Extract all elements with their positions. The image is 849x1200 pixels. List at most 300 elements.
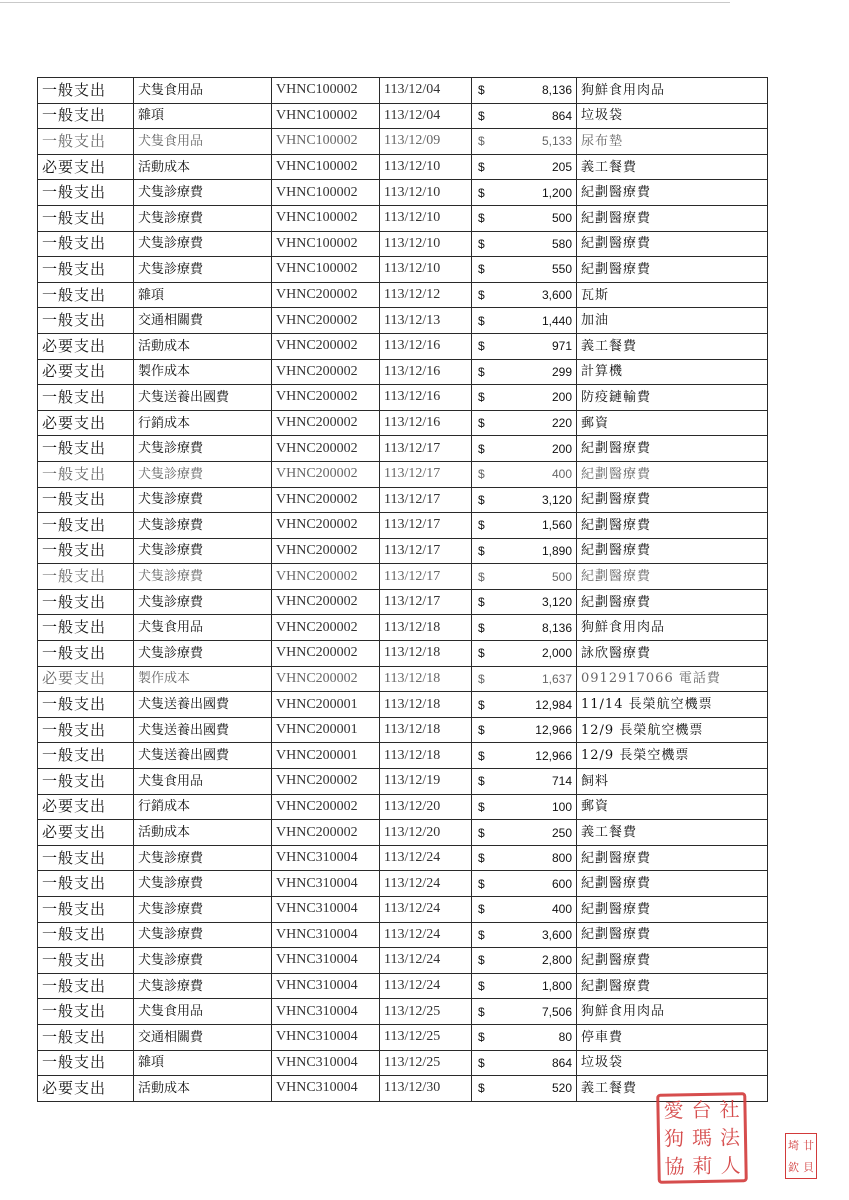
expense-type-cell: 一般支出 bbox=[38, 897, 134, 923]
signature-stamp: 埼 廿 欽 貝 bbox=[785, 1133, 817, 1179]
expense-item-cell: 犬隻送養出國費 bbox=[134, 743, 272, 769]
voucher-code-cell: VHNC200002 bbox=[272, 308, 380, 334]
table-row bbox=[38, 666, 768, 692]
expense-type-cell: 一般支出 bbox=[38, 692, 134, 718]
date-cell: 113/12/16 bbox=[380, 359, 472, 385]
expense-type-cell: 必要支出 bbox=[38, 794, 134, 820]
amount-cell bbox=[472, 769, 577, 795]
currency-symbol: $ bbox=[478, 723, 485, 738]
note-cell: 紀劃醫療費 bbox=[577, 487, 768, 513]
table-row bbox=[38, 717, 768, 743]
note-cell: 義工餐費 bbox=[577, 820, 768, 846]
currency-symbol: $ bbox=[478, 441, 485, 456]
table-row bbox=[38, 1050, 768, 1076]
note-cell: 紀劃醫療費 bbox=[577, 461, 768, 487]
voucher-code-cell: VHNC200002 bbox=[272, 513, 380, 539]
date-cell: 113/12/10 bbox=[380, 154, 472, 180]
expense-item-cell: 犬隻食用品 bbox=[134, 999, 272, 1025]
voucher-code-cell: VHNC200002 bbox=[272, 359, 380, 385]
amount-cell bbox=[472, 129, 577, 155]
note-cell: 計算機 bbox=[577, 359, 768, 385]
amount-value: 1,440 bbox=[541, 313, 572, 328]
currency-symbol: $ bbox=[478, 825, 485, 840]
expense-type-cell: 一般支出 bbox=[38, 922, 134, 948]
amount-cell bbox=[472, 154, 577, 180]
expense-item-cell: 犬隻食用品 bbox=[134, 769, 272, 795]
currency-symbol: $ bbox=[478, 1081, 485, 1096]
expense-type-cell: 一般支出 bbox=[38, 257, 134, 283]
amount-value: 971 bbox=[551, 339, 572, 354]
expense-type-cell: 一般支出 bbox=[38, 436, 134, 462]
date-cell: 113/12/20 bbox=[380, 794, 472, 820]
date-cell: 113/12/20 bbox=[380, 820, 472, 846]
date-cell: 113/12/25 bbox=[380, 1050, 472, 1076]
date-cell: 113/12/10 bbox=[380, 231, 472, 257]
currency-symbol: $ bbox=[478, 160, 485, 175]
table-row bbox=[38, 308, 768, 334]
amount-value: 2,000 bbox=[541, 646, 572, 661]
currency-symbol: $ bbox=[478, 339, 485, 354]
table-row bbox=[38, 538, 768, 564]
note-cell: 垃圾袋 bbox=[577, 1050, 768, 1076]
note-cell: 瓦斯 bbox=[577, 282, 768, 308]
voucher-code-cell: VHNC310004 bbox=[272, 922, 380, 948]
amount-cell bbox=[472, 897, 577, 923]
amount-cell bbox=[472, 1050, 577, 1076]
table-row bbox=[38, 794, 768, 820]
ledger-body bbox=[38, 78, 768, 1102]
table-row bbox=[38, 487, 768, 513]
expense-type-cell: 必要支出 bbox=[38, 820, 134, 846]
voucher-code-cell: VHNC200002 bbox=[272, 769, 380, 795]
organization-seal: 愛 台 社 狗 瑪 法 協 莉 人 bbox=[656, 1092, 748, 1184]
note-cell: 狗鮮食用肉品 bbox=[577, 999, 768, 1025]
expense-type-cell: 一般支出 bbox=[38, 615, 134, 641]
note-cell: 紀劃醫療費 bbox=[577, 180, 768, 206]
table-row bbox=[38, 743, 768, 769]
amount-value: 200 bbox=[551, 390, 572, 405]
table-row bbox=[38, 103, 768, 129]
note-cell: 郵資 bbox=[577, 794, 768, 820]
expense-item-cell: 犬隻診療費 bbox=[134, 973, 272, 999]
date-cell: 113/12/24 bbox=[380, 948, 472, 974]
expense-type-cell: 一般支出 bbox=[38, 1050, 134, 1076]
voucher-code-cell: VHNC310004 bbox=[272, 973, 380, 999]
amount-value: 1,560 bbox=[541, 518, 572, 533]
date-cell: 113/12/24 bbox=[380, 871, 472, 897]
date-cell: 113/12/30 bbox=[380, 1076, 472, 1102]
amount-cell bbox=[472, 103, 577, 129]
amount-cell bbox=[472, 794, 577, 820]
expense-type-cell: 一般支出 bbox=[38, 871, 134, 897]
expense-type-cell: 一般支出 bbox=[38, 487, 134, 513]
amount-value: 714 bbox=[551, 774, 572, 789]
expense-type-cell: 一般支出 bbox=[38, 513, 134, 539]
currency-symbol: $ bbox=[478, 1004, 485, 1019]
date-cell: 113/12/17 bbox=[380, 513, 472, 539]
amount-value: 220 bbox=[551, 416, 572, 431]
expense-item-cell: 犬隻診療費 bbox=[134, 564, 272, 590]
voucher-code-cell: VHNC200002 bbox=[272, 461, 380, 487]
amount-cell bbox=[472, 871, 577, 897]
currency-symbol: $ bbox=[478, 774, 485, 789]
currency-symbol: $ bbox=[478, 979, 485, 994]
date-cell: 113/12/09 bbox=[380, 129, 472, 155]
voucher-code-cell: VHNC200002 bbox=[272, 487, 380, 513]
voucher-code-cell: VHNC200002 bbox=[272, 615, 380, 641]
expense-item-cell: 犬隻診療費 bbox=[134, 589, 272, 615]
expense-item-cell: 犬隻診療費 bbox=[134, 871, 272, 897]
currency-symbol: $ bbox=[478, 620, 485, 635]
amount-cell bbox=[472, 436, 577, 462]
amount-cell bbox=[472, 999, 577, 1025]
note-cell: 紀劃醫療費 bbox=[577, 948, 768, 974]
expense-type-cell: 一般支出 bbox=[38, 589, 134, 615]
amount-value: 400 bbox=[551, 467, 572, 482]
amount-value: 550 bbox=[551, 262, 572, 277]
table-row bbox=[38, 999, 768, 1025]
voucher-code-cell: VHNC200002 bbox=[272, 410, 380, 436]
amount-cell bbox=[472, 461, 577, 487]
currency-symbol: $ bbox=[478, 927, 485, 942]
date-cell: 113/12/17 bbox=[380, 589, 472, 615]
expense-type-cell: 一般支出 bbox=[38, 129, 134, 155]
expense-type-cell: 一般支出 bbox=[38, 282, 134, 308]
date-cell: 113/12/12 bbox=[380, 282, 472, 308]
date-cell: 113/12/24 bbox=[380, 922, 472, 948]
table-row bbox=[38, 257, 768, 283]
date-cell: 113/12/24 bbox=[380, 845, 472, 871]
expense-ledger-table bbox=[37, 77, 768, 1102]
voucher-code-cell: VHNC200002 bbox=[272, 820, 380, 846]
currency-symbol: $ bbox=[478, 902, 485, 917]
expense-item-cell: 雜項 bbox=[134, 282, 272, 308]
voucher-code-cell: VHNC100002 bbox=[272, 180, 380, 206]
expense-item-cell: 行銷成本 bbox=[134, 410, 272, 436]
voucher-code-cell: VHNC310004 bbox=[272, 1076, 380, 1102]
date-cell: 113/12/25 bbox=[380, 1024, 472, 1050]
note-cell: 詠欣醫療費 bbox=[577, 641, 768, 667]
currency-symbol: $ bbox=[478, 569, 485, 584]
date-cell: 113/12/17 bbox=[380, 538, 472, 564]
date-cell: 113/12/16 bbox=[380, 333, 472, 359]
note-cell: 11/14 長榮航空機票 bbox=[577, 692, 768, 718]
date-cell: 113/12/18 bbox=[380, 615, 472, 641]
expense-type-cell: 必要支出 bbox=[38, 410, 134, 436]
amount-cell bbox=[472, 948, 577, 974]
date-cell: 113/12/19 bbox=[380, 769, 472, 795]
expense-item-cell: 犬隻診療費 bbox=[134, 513, 272, 539]
expense-item-cell: 犬隻食用品 bbox=[134, 129, 272, 155]
amount-cell bbox=[472, 359, 577, 385]
date-cell: 113/12/16 bbox=[380, 410, 472, 436]
date-cell: 113/12/18 bbox=[380, 692, 472, 718]
voucher-code-cell: VHNC100002 bbox=[272, 257, 380, 283]
table-row bbox=[38, 359, 768, 385]
amount-value: 7,506 bbox=[541, 1004, 572, 1019]
currency-symbol: $ bbox=[478, 748, 485, 763]
expense-item-cell: 犬隻診療費 bbox=[134, 257, 272, 283]
currency-symbol: $ bbox=[478, 211, 485, 226]
expense-item-cell: 製作成本 bbox=[134, 666, 272, 692]
expense-item-cell: 犬隻診療費 bbox=[134, 461, 272, 487]
voucher-code-cell: VHNC100002 bbox=[272, 205, 380, 231]
note-cell: 紀劃醫療費 bbox=[577, 922, 768, 948]
amount-value: 2,800 bbox=[541, 953, 572, 968]
amount-cell bbox=[472, 615, 577, 641]
amount-cell bbox=[472, 692, 577, 718]
amount-cell bbox=[472, 743, 577, 769]
table-row bbox=[38, 513, 768, 539]
expense-item-cell: 犬隻診療費 bbox=[134, 922, 272, 948]
note-cell: 義工餐費 bbox=[577, 333, 768, 359]
amount-value: 12,984 bbox=[535, 697, 572, 712]
table-row bbox=[38, 385, 768, 411]
currency-symbol: $ bbox=[478, 492, 485, 507]
table-row bbox=[38, 973, 768, 999]
amount-value: 200 bbox=[551, 441, 572, 456]
expense-type-cell: 一般支出 bbox=[38, 743, 134, 769]
table-row bbox=[38, 589, 768, 615]
expense-type-cell: 一般支出 bbox=[38, 231, 134, 257]
table-row bbox=[38, 282, 768, 308]
note-cell: 紀劃醫療費 bbox=[577, 564, 768, 590]
expense-item-cell: 犬隻診療費 bbox=[134, 205, 272, 231]
date-cell: 113/12/17 bbox=[380, 487, 472, 513]
amount-value: 1,637 bbox=[541, 671, 572, 686]
amount-value: 205 bbox=[551, 160, 572, 175]
amount-cell bbox=[472, 513, 577, 539]
currency-symbol: $ bbox=[478, 108, 485, 123]
date-cell: 113/12/24 bbox=[380, 897, 472, 923]
voucher-code-cell: VHNC200002 bbox=[272, 794, 380, 820]
table-row bbox=[38, 564, 768, 590]
expense-item-cell: 交通相關費 bbox=[134, 308, 272, 334]
date-cell: 113/12/17 bbox=[380, 436, 472, 462]
amount-value: 520 bbox=[551, 1081, 572, 1096]
expense-type-cell: 必要支出 bbox=[38, 359, 134, 385]
voucher-code-cell: VHNC200002 bbox=[272, 666, 380, 692]
expense-item-cell: 犬隻送養出國費 bbox=[134, 385, 272, 411]
expense-type-cell: 必要支出 bbox=[38, 333, 134, 359]
date-cell: 113/12/24 bbox=[380, 973, 472, 999]
note-cell: 紀劃醫療費 bbox=[577, 973, 768, 999]
currency-symbol: $ bbox=[478, 697, 485, 712]
amount-cell bbox=[472, 1024, 577, 1050]
expense-type-cell: 一般支出 bbox=[38, 845, 134, 871]
date-cell: 113/12/25 bbox=[380, 999, 472, 1025]
top-rule bbox=[0, 2, 730, 3]
amount-cell bbox=[472, 333, 577, 359]
amount-cell bbox=[472, 385, 577, 411]
amount-value: 80 bbox=[558, 1030, 572, 1045]
expense-type-cell: 必要支出 bbox=[38, 666, 134, 692]
expense-type-cell: 一般支出 bbox=[38, 461, 134, 487]
amount-value: 3,120 bbox=[541, 492, 572, 507]
amount-cell bbox=[472, 205, 577, 231]
amount-value: 12,966 bbox=[535, 748, 572, 763]
currency-symbol: $ bbox=[478, 134, 485, 149]
amount-value: 250 bbox=[551, 825, 572, 840]
voucher-code-cell: VHNC200002 bbox=[272, 538, 380, 564]
table-row bbox=[38, 948, 768, 974]
note-cell: 義工餐費 bbox=[577, 1076, 768, 1102]
expense-item-cell: 犬隻診療費 bbox=[134, 436, 272, 462]
currency-symbol: $ bbox=[478, 262, 485, 277]
expense-item-cell: 活動成本 bbox=[134, 333, 272, 359]
expense-item-cell: 犬隻診療費 bbox=[134, 487, 272, 513]
voucher-code-cell: VHNC200002 bbox=[272, 282, 380, 308]
expense-type-cell: 一般支出 bbox=[38, 973, 134, 999]
date-cell: 113/12/16 bbox=[380, 385, 472, 411]
currency-symbol: $ bbox=[478, 646, 485, 661]
currency-symbol: $ bbox=[478, 185, 485, 200]
amount-cell bbox=[472, 308, 577, 334]
amount-value: 1,890 bbox=[541, 543, 572, 558]
amount-value: 3,600 bbox=[541, 927, 572, 942]
expense-type-cell: 一般支出 bbox=[38, 180, 134, 206]
voucher-code-cell: VHNC310004 bbox=[272, 897, 380, 923]
note-cell: 加油 bbox=[577, 308, 768, 334]
currency-symbol: $ bbox=[478, 953, 485, 968]
currency-symbol: $ bbox=[478, 876, 485, 891]
expense-type-cell: 一般支出 bbox=[38, 1024, 134, 1050]
voucher-code-cell: VHNC310004 bbox=[272, 845, 380, 871]
amount-value: 1,800 bbox=[541, 979, 572, 994]
voucher-code-cell: VHNC200002 bbox=[272, 641, 380, 667]
note-cell: 狗鮮食用肉品 bbox=[577, 615, 768, 641]
date-cell: 113/12/18 bbox=[380, 743, 472, 769]
voucher-code-cell: VHNC200001 bbox=[272, 743, 380, 769]
table-row bbox=[38, 615, 768, 641]
voucher-code-cell: VHNC200002 bbox=[272, 589, 380, 615]
expense-type-cell: 一般支出 bbox=[38, 103, 134, 129]
amount-value: 864 bbox=[551, 1055, 572, 1070]
currency-symbol: $ bbox=[478, 543, 485, 558]
amount-value: 500 bbox=[551, 569, 572, 584]
date-cell: 113/12/18 bbox=[380, 717, 472, 743]
date-cell: 113/12/17 bbox=[380, 461, 472, 487]
expense-item-cell: 犬隻送養出國費 bbox=[134, 692, 272, 718]
amount-cell bbox=[472, 820, 577, 846]
amount-value: 400 bbox=[551, 902, 572, 917]
table-row bbox=[38, 461, 768, 487]
amount-value: 800 bbox=[551, 851, 572, 866]
currency-symbol: $ bbox=[478, 416, 485, 431]
voucher-code-cell: VHNC100002 bbox=[272, 231, 380, 257]
currency-symbol: $ bbox=[478, 288, 485, 303]
amount-cell bbox=[472, 845, 577, 871]
expense-type-cell: 一般支出 bbox=[38, 78, 134, 104]
amount-value: 100 bbox=[551, 799, 572, 814]
expense-item-cell: 活動成本 bbox=[134, 820, 272, 846]
amount-cell bbox=[472, 487, 577, 513]
note-cell: 郵資 bbox=[577, 410, 768, 436]
note-cell: 義工餐費 bbox=[577, 154, 768, 180]
table-row bbox=[38, 641, 768, 667]
note-cell: 紀劃醫療費 bbox=[577, 436, 768, 462]
amount-cell bbox=[472, 257, 577, 283]
date-cell: 113/12/13 bbox=[380, 308, 472, 334]
voucher-code-cell: VHNC100002 bbox=[272, 154, 380, 180]
voucher-code-cell: VHNC200002 bbox=[272, 436, 380, 462]
table-row bbox=[38, 692, 768, 718]
table-row bbox=[38, 436, 768, 462]
amount-value: 12,966 bbox=[535, 723, 572, 738]
expense-item-cell: 雜項 bbox=[134, 103, 272, 129]
voucher-code-cell: VHNC100002 bbox=[272, 129, 380, 155]
voucher-code-cell: VHNC200002 bbox=[272, 333, 380, 359]
date-cell: 113/12/10 bbox=[380, 180, 472, 206]
note-cell: 防疫鏈輸費 bbox=[577, 385, 768, 411]
amount-value: 5,133 bbox=[541, 134, 572, 149]
expense-item-cell: 犬隻診療費 bbox=[134, 897, 272, 923]
expense-type-cell: 一般支出 bbox=[38, 769, 134, 795]
note-cell: 12/9 長榮空機票 bbox=[577, 743, 768, 769]
expense-type-cell: 一般支出 bbox=[38, 308, 134, 334]
currency-symbol: $ bbox=[478, 313, 485, 328]
voucher-code-cell: VHNC310004 bbox=[272, 871, 380, 897]
expense-type-cell: 必要支出 bbox=[38, 154, 134, 180]
date-cell: 113/12/10 bbox=[380, 205, 472, 231]
expense-item-cell: 犬隻診療費 bbox=[134, 180, 272, 206]
table-row bbox=[38, 820, 768, 846]
currency-symbol: $ bbox=[478, 595, 485, 610]
currency-symbol: $ bbox=[478, 671, 485, 686]
expense-item-cell: 犬隻診療費 bbox=[134, 948, 272, 974]
note-cell: 紀劃醫療費 bbox=[577, 845, 768, 871]
date-cell: 113/12/18 bbox=[380, 666, 472, 692]
expense-item-cell: 犬隻食用品 bbox=[134, 78, 272, 104]
amount-value: 864 bbox=[551, 108, 572, 123]
date-cell: 113/12/18 bbox=[380, 641, 472, 667]
currency-symbol: $ bbox=[478, 467, 485, 482]
expense-item-cell: 交通相關費 bbox=[134, 1024, 272, 1050]
amount-cell bbox=[472, 641, 577, 667]
expense-item-cell: 活動成本 bbox=[134, 1076, 272, 1102]
expense-item-cell: 製作成本 bbox=[134, 359, 272, 385]
voucher-code-cell: VHNC200002 bbox=[272, 385, 380, 411]
date-cell: 113/12/17 bbox=[380, 564, 472, 590]
table-row bbox=[38, 205, 768, 231]
voucher-code-cell: VHNC200001 bbox=[272, 717, 380, 743]
expense-type-cell: 一般支出 bbox=[38, 538, 134, 564]
expense-type-cell: 一般支出 bbox=[38, 385, 134, 411]
expense-type-cell: 一般支出 bbox=[38, 999, 134, 1025]
currency-symbol: $ bbox=[478, 83, 485, 98]
amount-value: 3,120 bbox=[541, 595, 572, 610]
amount-value: 580 bbox=[551, 236, 572, 251]
date-cell: 113/12/04 bbox=[380, 103, 472, 129]
table-row bbox=[38, 180, 768, 206]
table-row bbox=[38, 78, 768, 104]
amount-cell bbox=[472, 589, 577, 615]
expense-item-cell: 行銷成本 bbox=[134, 794, 272, 820]
note-cell: 飼料 bbox=[577, 769, 768, 795]
amount-cell bbox=[472, 410, 577, 436]
table-row bbox=[38, 897, 768, 923]
amount-cell bbox=[472, 180, 577, 206]
amount-value: 1,200 bbox=[541, 185, 572, 200]
currency-symbol: $ bbox=[478, 799, 485, 814]
voucher-code-cell: VHNC310004 bbox=[272, 1050, 380, 1076]
voucher-code-cell: VHNC310004 bbox=[272, 999, 380, 1025]
note-cell: 紀劃醫療費 bbox=[577, 897, 768, 923]
note-cell: 0912917066 電話費 bbox=[577, 666, 768, 692]
currency-symbol: $ bbox=[478, 1055, 485, 1070]
note-cell: 紀劃醫療費 bbox=[577, 513, 768, 539]
date-cell: 113/12/10 bbox=[380, 257, 472, 283]
